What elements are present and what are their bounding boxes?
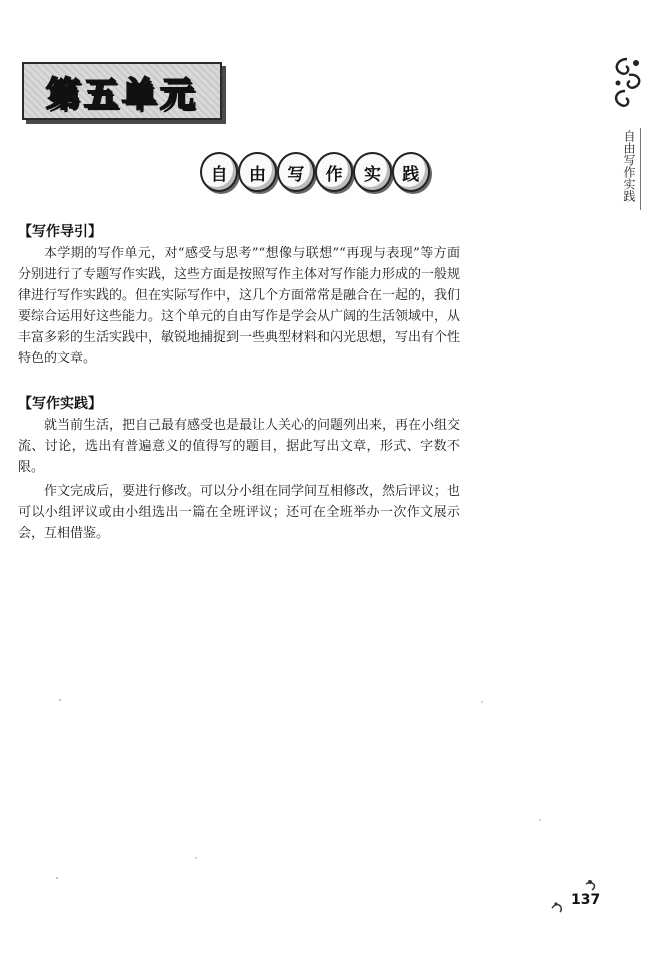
writing-guide-paragraph: 本学期的写作单元，对“感受与思考”“想像与联想”“再现与表现”等方面分别进行了专题写作实践，这些方面是按照写作主体对写作能力形成的一般规律进行写作实践的。但在实际写作中，这几个方面常常是融合在一起的，我们要综合运用好这些能力。这个单元的自由写作是学会从广阔的生活领域中，从丰富多彩的生活实践中，敏锐地捕捉到一些典型材料和闪光思想，写出有个性特色的文章。 bbox=[18, 246, 461, 366]
section-heading bbox=[200, 150, 430, 194]
side-tab-rule bbox=[640, 128, 641, 210]
page-number: 137 bbox=[571, 892, 601, 908]
heading-char: 由 bbox=[238, 152, 276, 192]
unit-banner bbox=[22, 62, 222, 120]
heading-char: 自 bbox=[200, 152, 238, 192]
writing-practice-paragraph: 就当前生活，把自己最有感受也是最让人关心的问题列出来，再在小组交流、讨论，选出有普遍意义的值得写的题目，据此写出文章，形式、字数不限。 bbox=[18, 418, 461, 475]
writing-practice-section bbox=[18, 394, 460, 544]
writing-guide-section bbox=[18, 222, 460, 369]
heading-char: 作 bbox=[315, 152, 353, 192]
unit-title: 第五单元 bbox=[46, 74, 198, 115]
heading-char: 实 bbox=[353, 152, 391, 192]
writing-guide-label: 【写作导引】 bbox=[18, 224, 102, 240]
heading-char: 写 bbox=[277, 152, 315, 192]
writing-practice-paragraph: 作文完成后，要进行修改。可以分小组在同学间互相修改，然后评议；也可以小组评议或由小组选出一篇在全班评议；还可在全班举办一次作文展示会，互相借鉴。 bbox=[18, 484, 461, 541]
corner-ornament-icon bbox=[609, 55, 645, 111]
writing-practice-label: 【写作实践】 bbox=[18, 396, 102, 412]
side-tab-label: 自由写作实践 bbox=[622, 130, 636, 202]
heading-char: 践 bbox=[392, 152, 430, 192]
